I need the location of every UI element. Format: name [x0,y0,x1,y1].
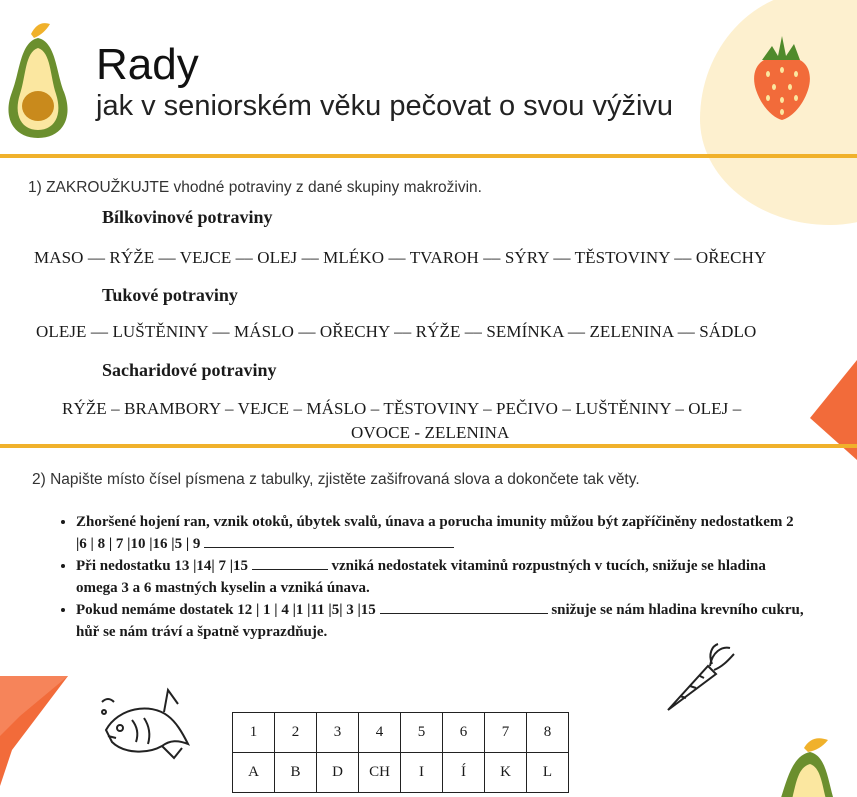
answer-blank[interactable] [252,556,328,570]
group-title-carbs: Sacharidové potraviny [102,360,277,380]
table-cell: CH [359,753,401,793]
table-cell: L [527,753,569,793]
food-list-carbs-line1: RÝŽE – BRAMBORY – VEJCE – MÁSLO – TĚSTOVINY – PEČIVO – LUŠTĚNINY – OLEJ – [62,399,742,418]
food-list-carbs-line2: OVOCE - ZELENINA [351,423,510,442]
group-title-protein: Bílkovinové potraviny [102,207,273,227]
divider [0,154,857,158]
food-list-protein: MASO –– RÝŽE –– VEJCE –– OLEJ –– MLÉKO –– TVAROH –– SÝRY –– TĚSTOVINY –– OŘECHY [34,248,767,267]
table-cell: 2 [275,713,317,753]
section1-instruction: 1) ZAKROUŽKUJTE vhodné potraviny z dané skupiny makroživin. [28,179,482,196]
food-list-fat: OLEJE –– LUŠTĚNINY –– MÁSLO –– OŘECHY –– RÝŽE –– SEMÍNKA –– ZELENINA –– SÁDLO [36,322,757,341]
sentence-text: snižuje se nám hladina krevního cukru, hůř se nám tráví a špatně vyprazdňuje. [76,602,804,640]
answer-blank[interactable] [204,534,454,548]
cipher-table [232,712,569,793]
list-item [76,600,806,643]
strawberry-icon [748,32,816,122]
table-cell: 4 [359,713,401,753]
sentence-text: Při nedostatku 13 |14| 7 |15 [76,558,249,574]
section2-instruction: 2) Napište místo čísel písmena z tabulky, zjistěte zašifrovaná slova a dokončete tak věty. [32,471,640,488]
page-subtitle: jak v seniorském věku pečovat o svou výživu [96,90,674,122]
table-cell: 6 [443,713,485,753]
table-cell: B [275,753,317,793]
table-cell: 5 [401,713,443,753]
table-cell: 1 [233,713,275,753]
sentence-text: Pokud nemáme dostatek 12 | 1 | 4 |1 |11 |5| 3 |15 [76,602,376,618]
page-title: Rady [96,40,199,89]
avocado-icon [4,18,74,140]
group-title-fat: Tukové potraviny [102,285,238,305]
table-row [233,753,569,793]
table-row [233,713,569,753]
table-cell: 7 [485,713,527,753]
avocado-icon [774,736,844,797]
table-cell: 3 [317,713,359,753]
answer-blank[interactable] [380,600,548,614]
table-cell: 8 [527,713,569,753]
list-item [76,512,806,555]
divider [0,444,857,448]
table-cell: Í [443,753,485,793]
sentence-text: vzniká nedostatek vitaminů rozpustných v tucích, snižuje se hladina omega 3 a 6 mastných kyselin a vzniká únava. [76,558,766,596]
carrot-icon [660,642,736,714]
table-cell: D [317,753,359,793]
table-cell: K [485,753,527,793]
sentence-text: Zhoršené hojení ran, vznik otoků, úbytek svalů, únava a porucha imunity můžou být zapříčiněny nedostatkem 2 |6 | 8 | 7 |10 |16 |5 | 9 [76,514,794,552]
fish-icon [98,686,194,760]
list-item [76,556,806,599]
orange-triangle-decoration [0,676,68,786]
table-cell: A [233,753,275,793]
sentence-list [50,512,806,644]
table-cell: I [401,753,443,793]
